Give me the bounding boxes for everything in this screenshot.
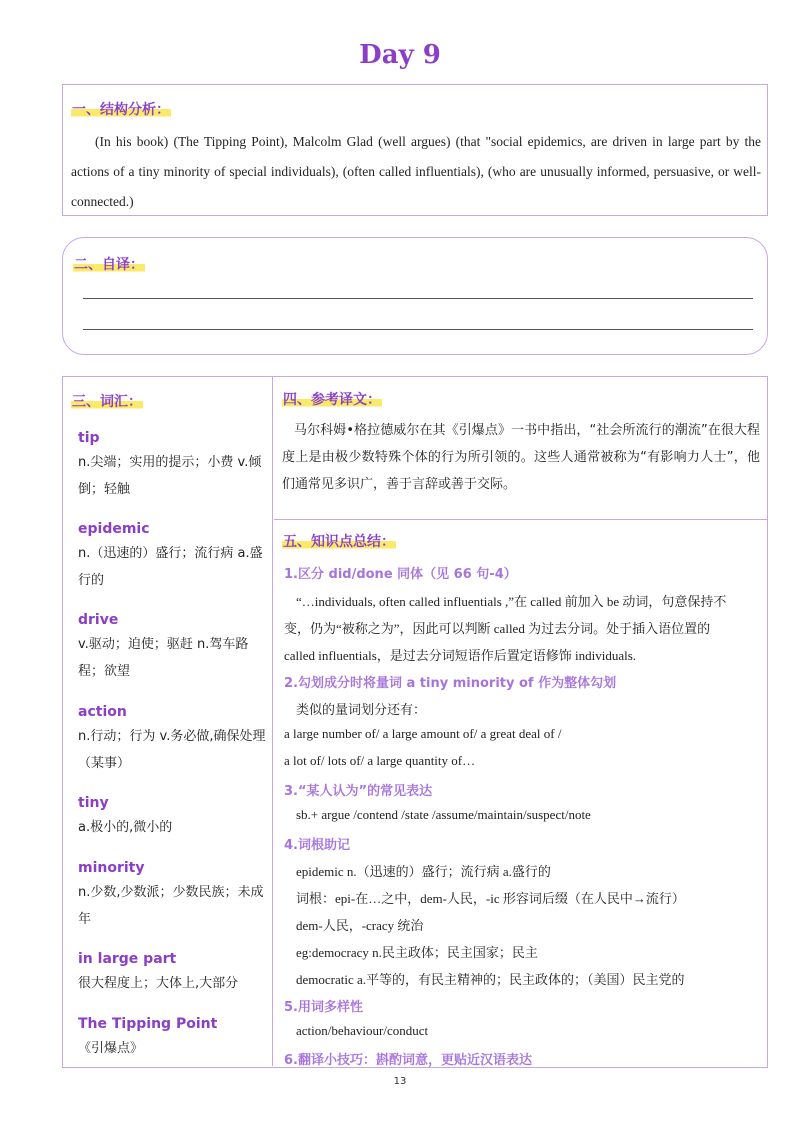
summary-subheading: 6.翻译小技巧：斟酌词意，更贴近汉语表达 bbox=[284, 1053, 532, 1068]
structure-analysis-box bbox=[62, 84, 768, 216]
vocab-word: drive bbox=[78, 612, 119, 628]
section4-heading: 四、参考译文： bbox=[283, 392, 381, 408]
section1-heading: 一、结构分析： bbox=[72, 102, 170, 118]
vocab-def: v.驱动；迫使；驱赶 n.驾车路程；欲望 bbox=[78, 637, 249, 679]
summary-line: 词根：epi-在…之中，dem-人民，-ic 形容词后缀（在人民中→流行） bbox=[296, 891, 685, 906]
vocab-translation-box bbox=[62, 376, 768, 1068]
page-number: 13 bbox=[393, 1076, 407, 1087]
vocab-item bbox=[78, 518, 273, 594]
vocab-item bbox=[78, 701, 273, 777]
vocab-def: 《引爆点》 bbox=[78, 1041, 144, 1056]
summary-subheading: 5.用词多样性 bbox=[284, 1000, 363, 1015]
writing-line-1 bbox=[83, 298, 753, 299]
right-column bbox=[274, 377, 767, 1066]
vocab-word: The Tipping Point bbox=[78, 1016, 218, 1032]
vocab-def: a.极小的,微小的 bbox=[78, 820, 173, 835]
section1-text: (In his book) (The Tipping Point), Malcolm Glad (well argues) (that "social epidemics, are driven in large part by the actions of a tiny minority of special individuals), (often called influentials), (who are unusually informed, persuasive, or well-connected.) bbox=[71, 134, 761, 209]
summary-line: democratic a.平等的，有民主精神的；民主政体的；（美国）民主党的 bbox=[296, 972, 685, 987]
summary-line: sb.+ argue /contend /state /assume/maintain/suspect/note bbox=[296, 807, 591, 822]
summary-subheading: 3.“某人认为”的常见表达 bbox=[284, 784, 433, 799]
vocab-def: 很大程度上；大体上,大部分 bbox=[78, 976, 239, 991]
vocab-word: tip bbox=[78, 430, 100, 446]
section3-heading: 三、词汇： bbox=[72, 394, 142, 410]
vocab-item bbox=[78, 792, 273, 841]
summary-line: a large number of/ a large amount of/ a great deal of / bbox=[284, 726, 562, 741]
summary-subheading: 2.勾划成分时将量词 a tiny minority of 作为整体勾划 bbox=[284, 676, 617, 691]
section2-heading: 二、自译： bbox=[74, 257, 144, 273]
self-translation-box bbox=[62, 237, 768, 355]
summary-line: action/behaviour/conduct bbox=[296, 1023, 429, 1038]
vocabulary-column bbox=[63, 377, 273, 1066]
reference-translation bbox=[274, 377, 767, 520]
section5-heading: 五、知识点总结： bbox=[283, 534, 395, 550]
summary-line: called influentials，是过去分词短语作后置定语修饰 individuals. bbox=[284, 648, 637, 663]
summary-line: epidemic n.（迅速的）盛行；流行病 a.盛行的 bbox=[296, 864, 551, 879]
page-title: Day 9 bbox=[359, 40, 441, 70]
vocab-item bbox=[78, 427, 273, 503]
section4-text: 马尔科姆•格拉德威尔在其《引爆点》一书中指出，“社会所流行的潮流”在很大程度上是由极少数特殊个体的行为所引领的。这些人通常被称为“有影响力人士”，他们通常见多识广，善于言辞或善于交际。 bbox=[282, 423, 760, 492]
summary-line: 类似的量词划分还有： bbox=[296, 702, 427, 717]
writing-line-2 bbox=[83, 329, 753, 330]
vocab-item bbox=[78, 1013, 273, 1062]
vocab-def: n.尖端；实用的提示；小费 v.倾倒；轻触 bbox=[78, 455, 262, 497]
summary-line: eg:democracy n.民主政体；民主国家；民主 bbox=[296, 945, 538, 960]
vocab-word: in large part bbox=[78, 951, 177, 967]
summary-line: dem-人民，-cracy 统治 bbox=[296, 918, 424, 933]
vocab-item bbox=[78, 857, 273, 933]
summary-line: 变，仍为“被称之为”，因此可以判断 called 为过去分词。处于插入语位置的 bbox=[284, 621, 711, 636]
vocab-def: n.少数,少数派；少数民族；未成年 bbox=[78, 885, 264, 927]
vocab-word: action bbox=[78, 704, 127, 720]
summary-line: “…individuals, often called influentials ,”在 called 前加入 be 动词，句意保持不 bbox=[296, 594, 727, 609]
vocab-def: n.（迅速的）盛行；流行病 a.盛行的 bbox=[78, 546, 263, 588]
vocab-word: tiny bbox=[78, 795, 109, 811]
vocab-def: n.行动；行为 v.务必做,确保处理（某事） bbox=[78, 729, 266, 771]
summary-line: a lot of/ lots of/ a large quantity of… bbox=[284, 753, 476, 768]
vocab-item bbox=[78, 609, 273, 685]
vocab-word: epidemic bbox=[78, 521, 150, 537]
summary-subheading: 1.区分 did/done 同体（见 66 句-4） bbox=[284, 567, 517, 582]
vocab-item bbox=[78, 948, 273, 997]
summary-subheading: 4.词根助记 bbox=[284, 838, 350, 853]
vocab-word: minority bbox=[78, 860, 145, 876]
